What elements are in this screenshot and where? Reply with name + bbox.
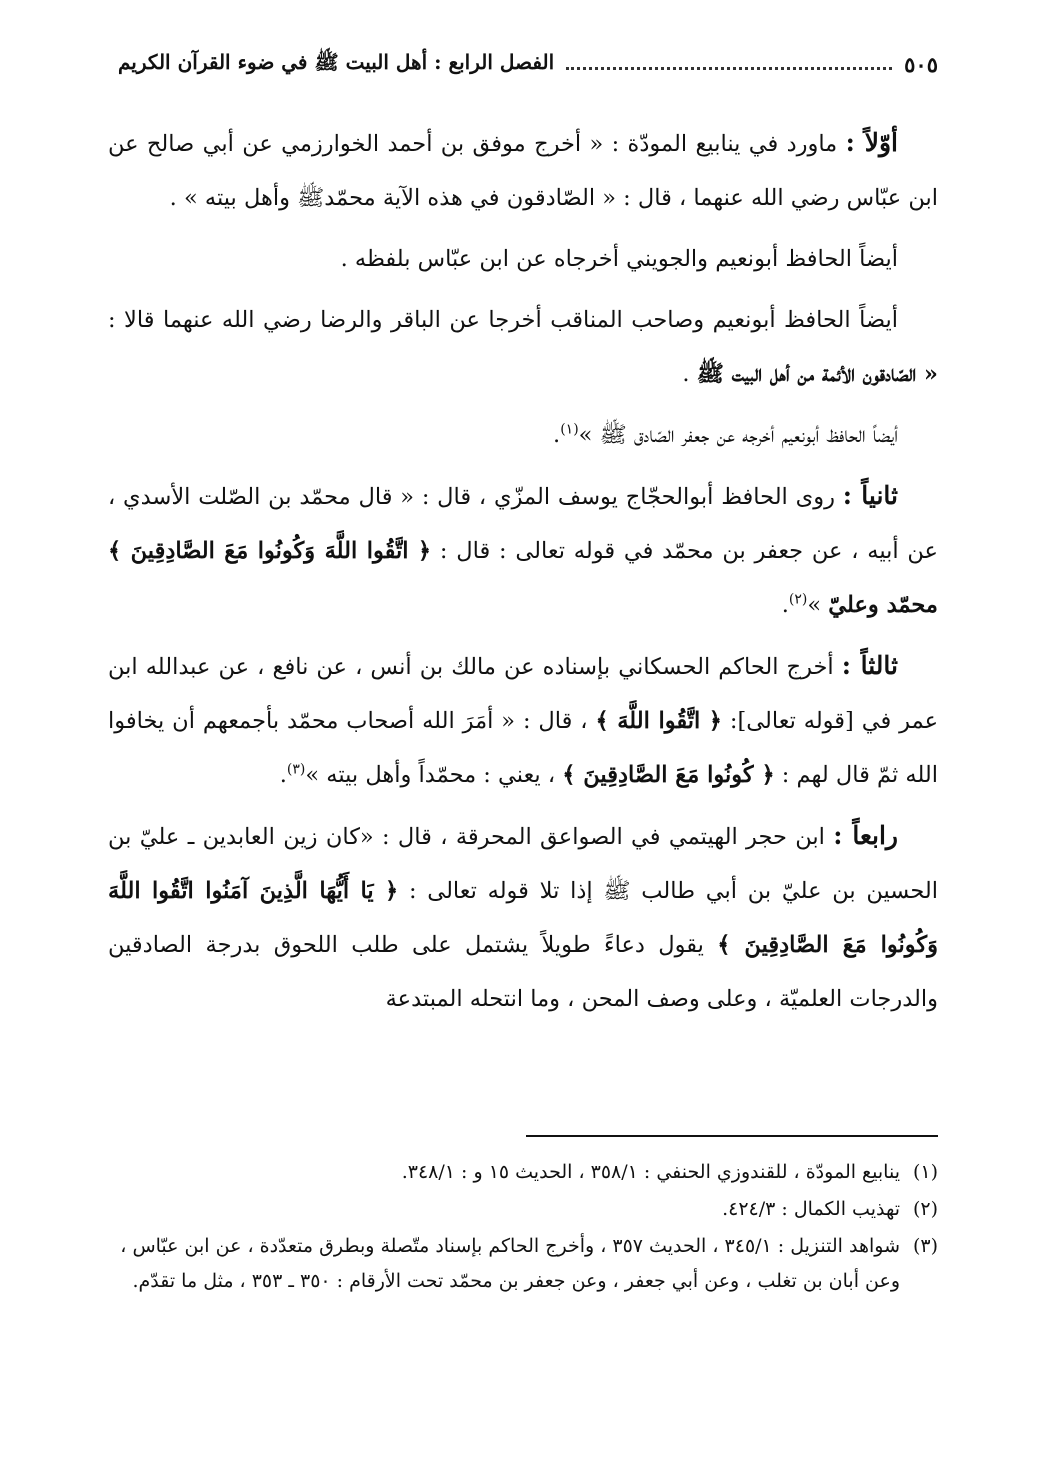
footnote-ref-1[interactable]: (١) — [560, 421, 579, 438]
footnote-text: ينابيع المودّة ، للقندوزي الحنفي : ٣٥٨/١ ، الحديث ١٥ و : ٣٤٨/١. — [401, 1161, 900, 1183]
paragraph-seventh — [108, 809, 938, 1026]
footnote-separator — [526, 1135, 938, 1137]
footnote-item — [108, 1229, 938, 1299]
bold-quote: ﴿ اتَّقُوا اللَّهَ ﴾ — [595, 708, 722, 734]
paragraph-tail: ، يعني : محمّداً وأهل بيته » — [305, 762, 563, 788]
bold-quote: « الصّادقون الأئمة من أهل البيت ﷺ — [696, 361, 938, 387]
paragraph-first — [108, 116, 938, 225]
dot-leaders — [566, 67, 892, 70]
paragraph-text-2: ، قال : « أمَرَ الله أصحاب محمّد بأجمعهم أن يخافوا الله ثمّ قال لهم : — [108, 708, 938, 788]
paragraph-text: أيضاً الحافظ أبونعيم وصاحب المناقب أخرجا عن الباقر والرضا رضي الله عنهما قالا : — [108, 307, 898, 333]
page-number: ٥٠٥ — [904, 51, 938, 77]
paragraph-sixth — [108, 639, 938, 802]
paragraph-tail: . — [682, 361, 697, 387]
footnote-item — [108, 1155, 938, 1190]
paragraph-text: روى الحافظ أبوالحجّاج يوسف المزّي ، قال : « قال محمّد بن الصّلت الأسدي ، عن أبيه ، عن جعفر بن محمّد في قوله تعالى : قال : — [108, 484, 938, 564]
header-title: الفصل الرابع : أهل البيت ﷺ في ضوء القرآن الكريم — [118, 49, 555, 74]
paragraph-second — [108, 232, 938, 286]
footnote-item — [108, 1192, 938, 1227]
lead-word: ثانياً : — [842, 481, 898, 510]
paragraph-fourth — [108, 408, 938, 462]
paragraph-tail-end: . — [279, 762, 287, 788]
footnote-number: (١) — [912, 1161, 938, 1183]
paragraph-text: أيضاً الحافظ أبونعيم والجويني أخرجاه عن ابن عبّاس بلفظه . — [340, 246, 898, 272]
paragraph-tail: . — [553, 422, 561, 448]
footnote-ref-2[interactable]: (٢) — [788, 591, 808, 608]
main-text — [108, 116, 938, 1033]
paragraph-tail: » — [807, 592, 829, 618]
paragraph-fifth — [108, 469, 938, 632]
paragraph-tail: يقول دعاءً طويلاً يشتمل على طلب اللحوق بدرجة الصادقين والدرجات العلميّة ، وعلى وصف المحن ، وما انتحله المبتدعة — [108, 932, 938, 1012]
paragraph-text: أيضاً الحافظ أبونعيم أخرجه عن جعفر الصّادق ﷺ » — [578, 422, 898, 448]
lead-word: ثالثاً : — [841, 651, 898, 680]
paragraph-text: أخرج الحاكم الحسكاني بإسناده عن مالك بن أنس ، عن نافع ، عن عبدالله ابن عمر في [قوله تعالى]: — [108, 654, 938, 734]
footnotes — [108, 1155, 938, 1301]
paragraph-text: ابن حجر الهيتمي في الصواعق المحرقة ، قال : «كان زين العابدين ـ عليّ بن الحسين بن عليّ بن أبي طالب ﷺ إذا تلا قوله تعالى : — [108, 824, 938, 904]
bold-quote-2: ﴿ كُونُوا مَعَ الصَّادِقِينَ ﴾ — [562, 762, 775, 788]
footnote-text: تهذيب الكمال : ٤٢٤/٣. — [722, 1198, 900, 1220]
lead-word: أوّلاً : — [845, 128, 898, 157]
footnote-number: (٢) — [912, 1198, 938, 1220]
lead-word: رابعاً : — [833, 821, 898, 850]
bold-quote: ﴿ اتَّقُوا اللَّهَ وَكُونُوا مَعَ الصَّادِقِينَ ﴾ محمّد وعليّ — [108, 538, 938, 618]
running-header — [118, 44, 938, 84]
footnote-number: (٣) — [912, 1235, 938, 1257]
paragraph-third — [108, 293, 938, 401]
bold-quote: ﴿ يَا أَيُّهَا الَّذِينَ آمَنُوا اتَّقُوا اللَّهَ وَكُونُوا مَعَ الصَّادِقِينَ ﴾ — [108, 878, 938, 958]
footnote-ref-3[interactable]: (٣) — [286, 761, 306, 778]
paragraph-tail-end: . — [781, 592, 789, 618]
paragraph-text: ماورد في ينابيع المودّة : « أخرج موفق بن أحمد الخوارزمي عن أبي صالح عن ابن عبّاس رضي الله عنهما ، قال : « الصّادقون في هذه الآية محمّدﷺ وأهل بيته » . — [108, 131, 938, 211]
footnote-text: شواهد التنزيل : ٣٤٥/١ ، الحديث ٣٥٧ ، وأخرج الحاكم بإسناد متّصلة وبطرق متعدّدة ، عن ابن عبّاس ، وعن أبان بن تغلب ، وعن أبي جعفر ، وعن جعفر بن محمّد تحت الأرقام : ٣٥٠ ـ ٣٥٣ ، مثل ما تقدّم. — [120, 1235, 900, 1292]
